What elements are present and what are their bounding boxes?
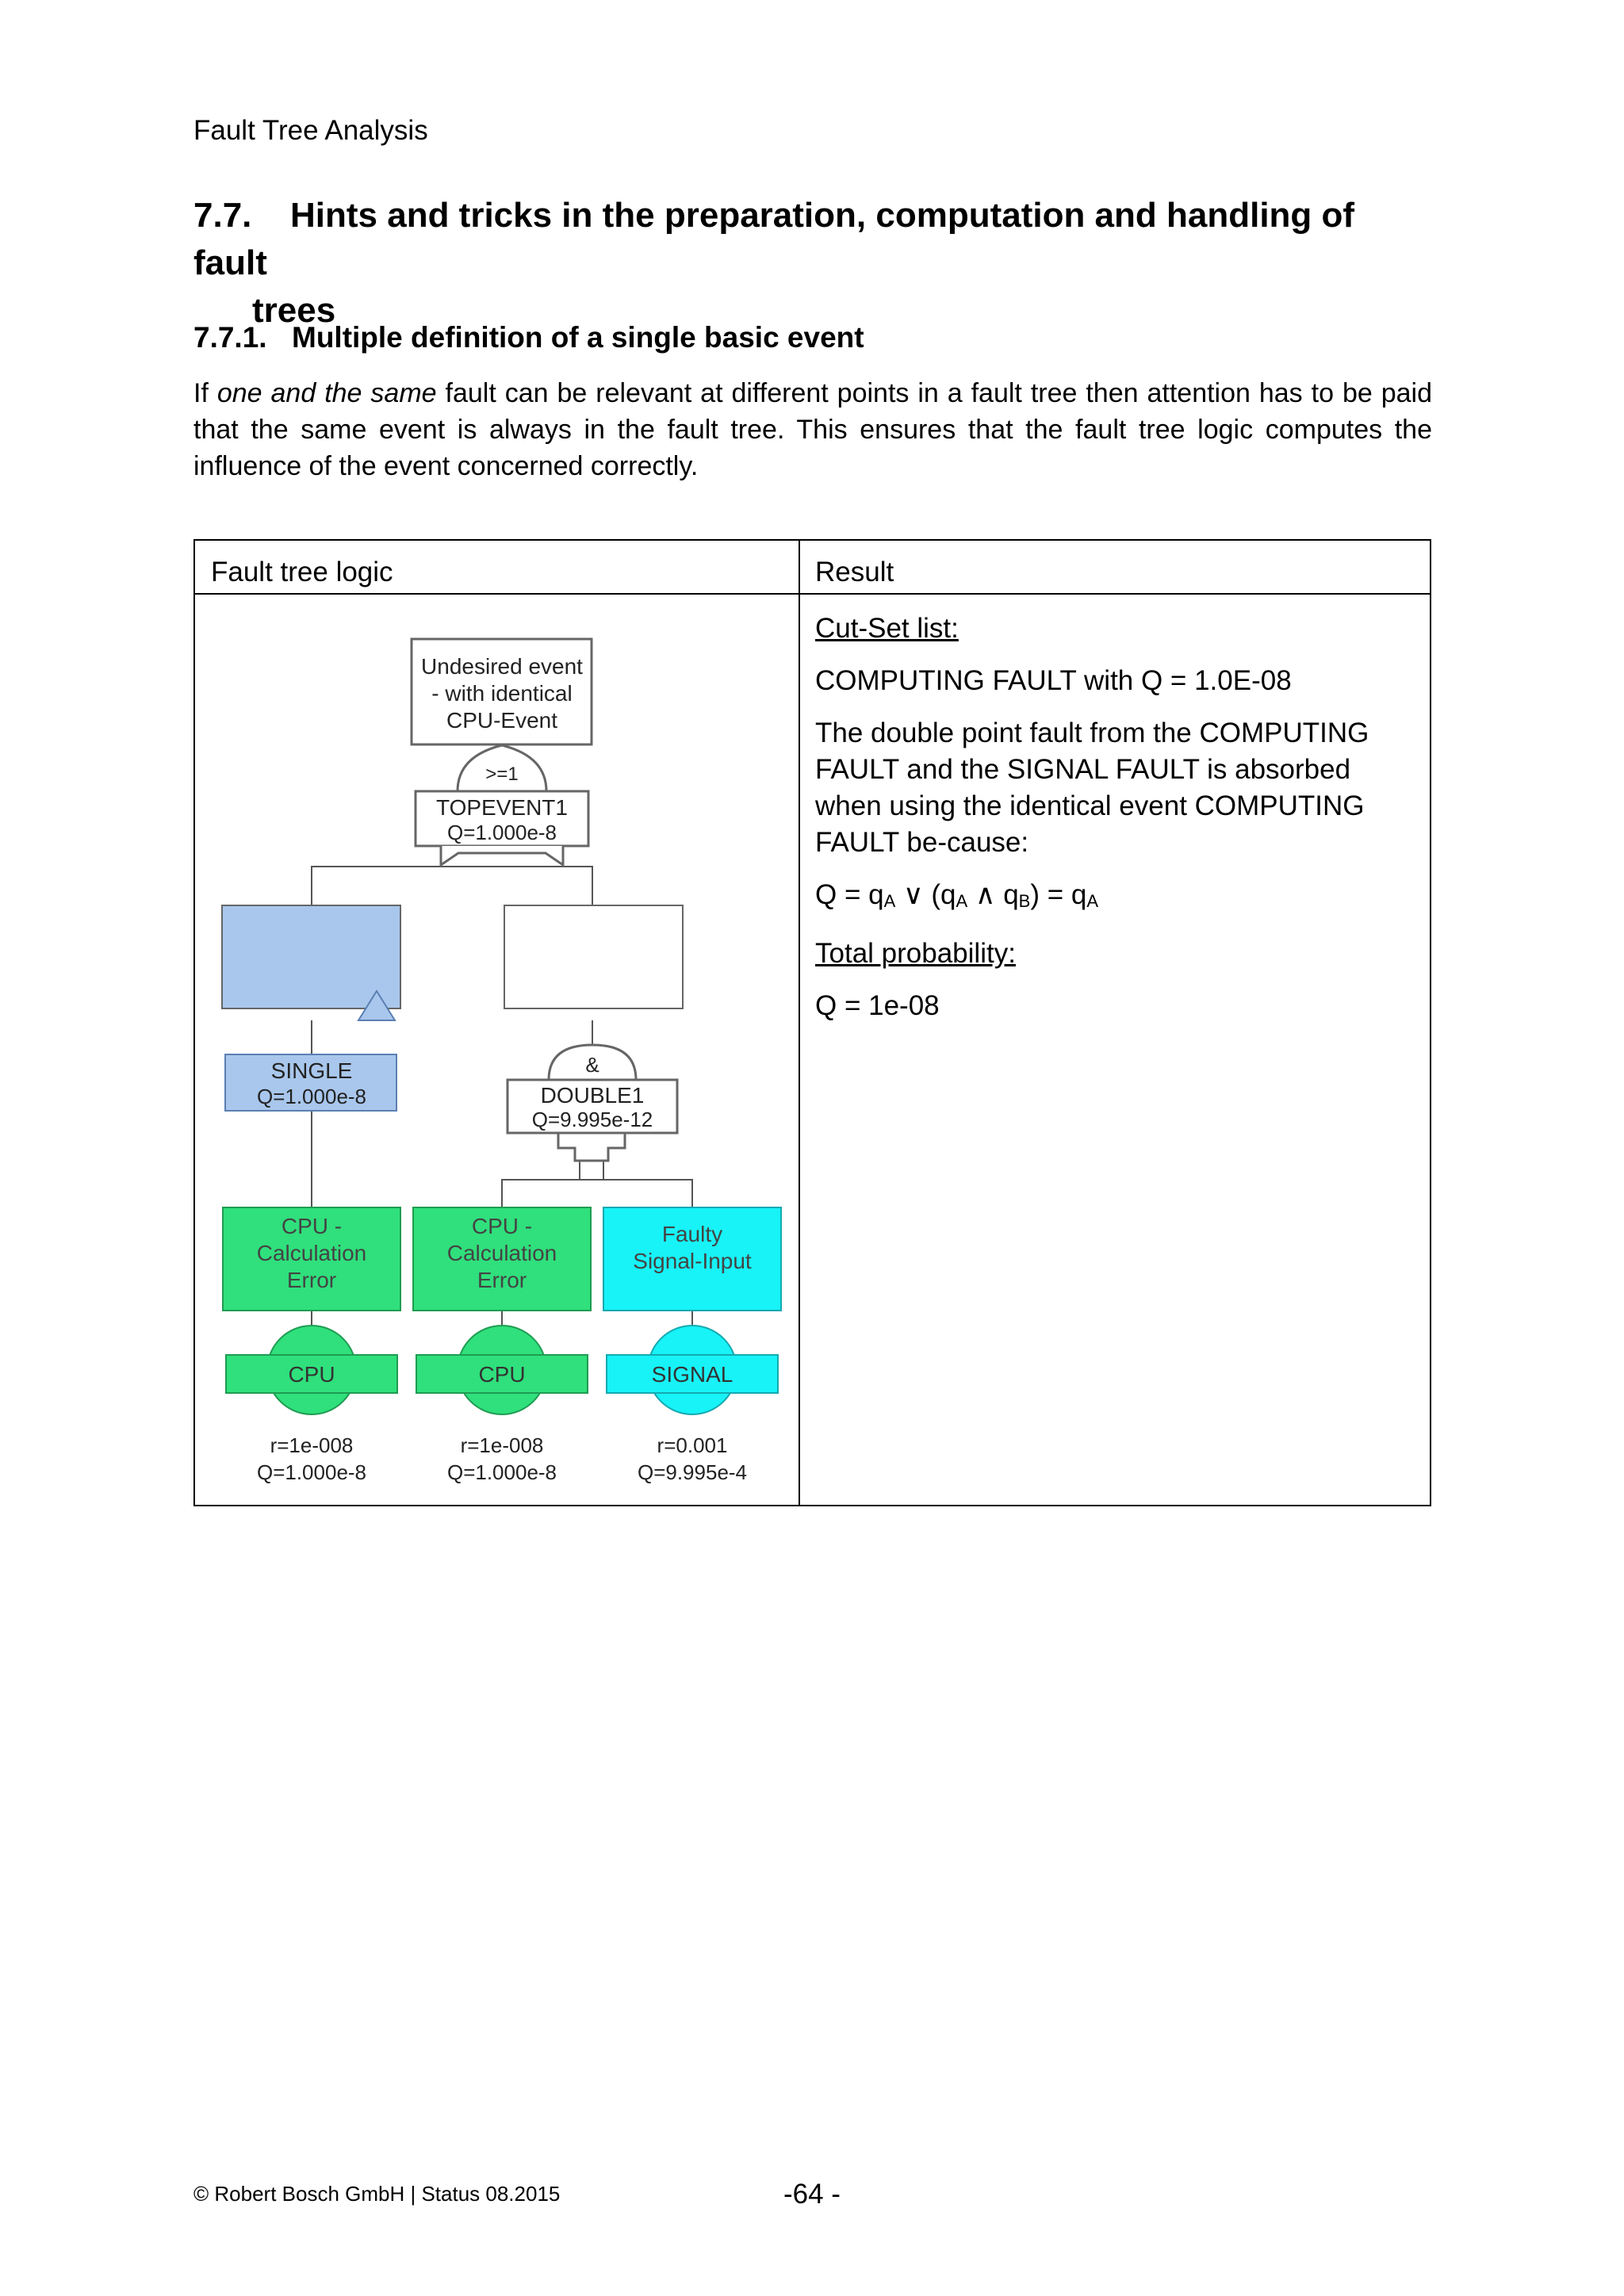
basic-event-column xyxy=(223,1207,400,1484)
subsection-title: Multiple definition of a single basic event xyxy=(292,321,864,354)
section-number: 7.7. xyxy=(193,196,252,235)
fault-tree-diagram xyxy=(208,601,791,1505)
cutset-line: COMPUTING FAULT with Q = 1.0E-08 xyxy=(815,665,1292,696)
intro-rest: fault can be relevant at different points in a fault tree then attention has to be paid that the same event is always in the fault tree. This ensures that the fault tree logic computes the influence of the event concerned correctly. xyxy=(193,378,1432,481)
basic-event-q: Q=9.995e-4 xyxy=(637,1460,748,1484)
double-name: DOUBLE1 xyxy=(540,1083,645,1108)
basic-event-q: Q=1.000e-8 xyxy=(256,1460,367,1484)
column-divider xyxy=(799,541,800,1505)
basic-event-q: Q=1.000e-8 xyxy=(446,1460,557,1484)
double-q: Q=9.995e-12 xyxy=(531,1108,653,1131)
fault-tree-table xyxy=(193,539,1431,1506)
basic-event-description: Error xyxy=(286,1268,337,1292)
section-heading xyxy=(193,192,1432,335)
formula-part3: ∧ q xyxy=(967,879,1019,910)
basic-events xyxy=(223,1207,781,1484)
basic-event-description: Signal-Input xyxy=(633,1249,752,1273)
basic-event-description: CPU - xyxy=(471,1214,533,1238)
basic-event-rate: r=0.001 xyxy=(657,1433,728,1457)
and-gate-symbol: & xyxy=(585,1053,599,1077)
header-fault-tree-logic: Fault tree logic xyxy=(211,557,393,587)
double-branch-box xyxy=(504,905,683,1008)
or-gate-name: TOPEVENT1 xyxy=(436,795,568,820)
or-gate-symbol: >=1 xyxy=(485,763,519,785)
single-event xyxy=(225,1054,396,1111)
top-event-line1: Undesired event xyxy=(421,654,583,679)
section-title-line2: trees xyxy=(252,291,336,330)
formula-part1: Q = q xyxy=(815,879,884,910)
subsection-number: 7.7.1. xyxy=(193,321,267,354)
formula-sub2: A xyxy=(956,891,968,911)
and-gate-double1 xyxy=(508,1045,677,1161)
basic-event-rate: r=1e-008 xyxy=(270,1433,354,1457)
cutset-heading: Cut-Set list: xyxy=(815,613,959,644)
intro-paragraph xyxy=(193,375,1432,484)
intro-emphasis: one and the same xyxy=(216,378,437,408)
intro-prefix: If xyxy=(193,378,217,408)
basic-event-tag: CPU xyxy=(478,1362,526,1387)
formula xyxy=(815,877,1418,920)
single-q: Q=1.000e-8 xyxy=(256,1085,367,1108)
formula-sub1: A xyxy=(883,891,896,911)
basic-event-tag: CPU xyxy=(288,1362,335,1387)
single-branch-box xyxy=(222,905,400,1020)
formula-sub4: A xyxy=(1086,891,1099,911)
basic-event-column xyxy=(603,1207,781,1484)
total-probability-value: Q = 1e-08 xyxy=(815,990,940,1021)
footer-copyright: © Robert Bosch GmbH | Status 08.2015 xyxy=(193,2182,561,2206)
formula-part2: ∨ (q xyxy=(895,879,956,910)
basic-event-column xyxy=(413,1207,591,1484)
top-event-box xyxy=(412,639,592,744)
or-gate-topevent1 xyxy=(416,745,588,865)
or-gate-q: Q=1.000e-8 xyxy=(446,821,557,844)
basic-event-tag: SIGNAL xyxy=(651,1362,733,1387)
single-name: SINGLE xyxy=(270,1058,353,1083)
header-divider xyxy=(195,593,1430,595)
total-probability-heading: Total probability: xyxy=(815,938,1016,969)
absorption-explanation: The double point fault from the COMPUTING FAULT and the SIGNAL FAULT is absorbed when using the identical event COMPUTING FAULT be-cause: xyxy=(815,718,1369,858)
basic-event-description: Calculation xyxy=(256,1241,367,1265)
header-result: Result xyxy=(815,557,894,587)
section-title-line1: Hints and tricks in the preparation, computation and handling of fault xyxy=(193,196,1355,282)
basic-event-description: CPU - xyxy=(281,1214,343,1238)
basic-event-description: Faulty xyxy=(661,1222,723,1246)
subsection-heading xyxy=(193,321,864,354)
formula-sub3: B xyxy=(1018,891,1031,911)
running-title: Fault Tree Analysis xyxy=(193,115,428,146)
basic-event-rate: r=1e-008 xyxy=(460,1433,544,1457)
top-event-line2: - with identical xyxy=(431,681,573,706)
formula-part4: ) = q xyxy=(1030,879,1087,910)
footer-page-number: -64 - xyxy=(783,2179,841,2210)
basic-event-description: Calculation xyxy=(446,1241,557,1265)
basic-event-description: Error xyxy=(477,1268,527,1292)
top-event-line3: CPU-Event xyxy=(446,708,558,733)
result-panel xyxy=(815,610,1418,1040)
